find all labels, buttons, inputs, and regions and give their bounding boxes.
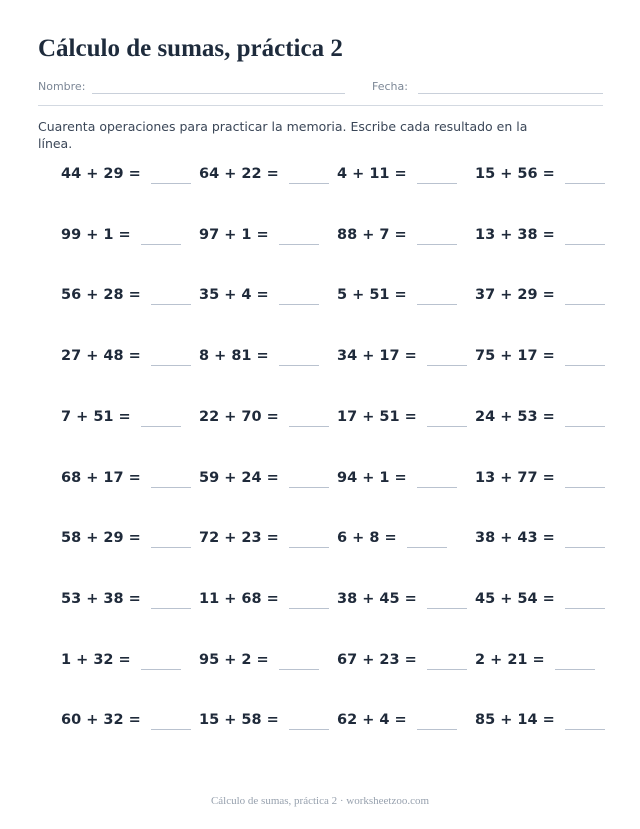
problem-expression: 44 + 29 = [61, 166, 141, 182]
answer-line[interactable] [141, 669, 181, 670]
answer-line[interactable] [427, 426, 467, 427]
problem-expression: 72 + 23 = [199, 530, 279, 547]
problem-expression: 35 + 4 = [199, 287, 269, 304]
problem-item [475, 710, 610, 734]
answer-line[interactable] [151, 608, 191, 609]
problem-expression: 45 + 54 = [475, 590, 555, 607]
problem-expression: 11 + 68 = [199, 590, 279, 607]
problem-expression: 7 + 51 = [61, 408, 131, 425]
problem-expression: 38 + 45 = [337, 590, 417, 607]
answer-line[interactable] [151, 183, 191, 184]
problem-item [475, 285, 610, 309]
answer-line[interactable] [407, 547, 447, 548]
problem-item [61, 285, 196, 309]
answer-line[interactable] [417, 183, 457, 184]
problem-item [337, 346, 472, 370]
problem-item [199, 528, 334, 552]
answer-line[interactable] [565, 426, 605, 427]
answer-line[interactable] [565, 729, 605, 730]
answer-line[interactable] [427, 608, 467, 609]
problem-item [475, 346, 610, 370]
answer-line[interactable] [279, 244, 319, 245]
answer-line[interactable] [151, 487, 191, 488]
problem-item [475, 164, 610, 188]
problem-expression: 22 + 70 = [199, 408, 279, 425]
problem-item [337, 710, 472, 734]
problem-expression: 17 + 51 = [337, 408, 417, 425]
problem-expression: 58 + 29 = [61, 530, 141, 547]
problem-expression: 38 + 43 = [475, 530, 555, 547]
answer-line[interactable] [279, 669, 319, 670]
problem-expression: 60 + 32 = [61, 712, 141, 729]
problem-expression: 62 + 4 = [337, 712, 407, 729]
problem-item [475, 589, 610, 613]
problem-item [199, 710, 334, 734]
problem-item [199, 589, 334, 613]
problem-item [199, 285, 334, 309]
problem-item [199, 164, 334, 188]
problem-item [337, 225, 472, 249]
problem-expression: 15 + 58 = [199, 712, 279, 729]
answer-line[interactable] [565, 487, 605, 488]
problem-expression: 97 + 1 = [199, 226, 269, 243]
answer-line[interactable] [279, 365, 319, 366]
answer-line[interactable] [289, 729, 329, 730]
problem-item [61, 589, 196, 613]
problem-item [199, 650, 334, 674]
problem-expression: 15 + 56 = [475, 166, 555, 182]
problem-expression: 34 + 17 = [337, 348, 417, 365]
problem-expression: 8 + 81 = [199, 348, 269, 365]
problem-expression: 95 + 2 = [199, 651, 269, 668]
name-label: Nombre: [38, 80, 86, 93]
answer-line[interactable] [417, 304, 457, 305]
answer-line[interactable] [279, 304, 319, 305]
problem-item [61, 225, 196, 249]
problem-expression: 99 + 1 = [61, 226, 131, 243]
problem-expression: 67 + 23 = [337, 651, 417, 668]
problem-expression: 4 + 11 = [337, 166, 407, 182]
date-label: Fecha: [372, 80, 408, 93]
problem-expression: 94 + 1 = [337, 469, 407, 486]
answer-line[interactable] [289, 608, 329, 609]
problem-item [475, 468, 610, 492]
answer-line[interactable] [565, 608, 605, 609]
answer-line[interactable] [151, 365, 191, 366]
problem-item [199, 468, 334, 492]
problem-expression: 68 + 17 = [61, 469, 141, 486]
answer-line[interactable] [427, 365, 467, 366]
answer-line[interactable] [565, 244, 605, 245]
problem-item [61, 346, 196, 370]
problem-item [337, 407, 472, 431]
problem-item [61, 164, 196, 188]
answer-line[interactable] [565, 547, 605, 548]
problem-expression: 88 + 7 = [337, 226, 407, 243]
problem-item [61, 468, 196, 492]
problem-expression: 85 + 14 = [475, 712, 555, 729]
problem-item [337, 285, 472, 309]
answer-line[interactable] [565, 304, 605, 305]
answer-line[interactable] [417, 729, 457, 730]
answer-line[interactable] [289, 547, 329, 548]
problem-item [61, 407, 196, 431]
problem-item [61, 528, 196, 552]
answer-line[interactable] [427, 669, 467, 670]
answer-line[interactable] [565, 183, 605, 184]
problem-item [199, 407, 334, 431]
problem-item [337, 650, 472, 674]
problem-expression: 64 + 22 = [199, 166, 279, 182]
problem-item [475, 528, 610, 552]
problem-item [475, 407, 610, 431]
problem-expression: 53 + 38 = [61, 590, 141, 607]
problem-item [337, 528, 472, 552]
answer-line[interactable] [141, 244, 181, 245]
problem-item [337, 589, 472, 613]
problem-item [475, 650, 610, 674]
problem-expression: 24 + 53 = [475, 408, 555, 425]
problem-expression: 27 + 48 = [61, 348, 141, 365]
problem-expression: 2 + 21 = [475, 651, 545, 668]
answer-line[interactable] [417, 244, 457, 245]
answer-line[interactable] [289, 426, 329, 427]
problem-item [337, 164, 472, 188]
page-title: Cálculo de sumas, práctica 2 [38, 35, 343, 62]
problem-expression: 13 + 38 = [475, 226, 555, 243]
answer-line[interactable] [417, 487, 457, 488]
problem-expression: 5 + 51 = [337, 287, 407, 304]
answer-line[interactable] [141, 426, 181, 427]
problem-expression: 56 + 28 = [61, 287, 141, 304]
problem-item [199, 346, 334, 370]
answer-line[interactable] [289, 487, 329, 488]
answer-line[interactable] [151, 547, 191, 548]
instructions: Cuarenta operaciones para practicar la memoria. Escribe cada resultado en la línea. [38, 119, 528, 151]
problem-expression: 6 + 8 = [337, 530, 397, 547]
problem-item [475, 225, 610, 249]
answer-line[interactable] [151, 304, 191, 305]
problem-item [61, 650, 196, 674]
problem-expression: 37 + 29 = [475, 287, 555, 304]
footer: Cálculo de sumas, práctica 2 · worksheetzoo.com [210, 795, 430, 807]
problem-item [199, 225, 334, 249]
problem-item [337, 468, 472, 492]
problem-expression: 75 + 17 = [475, 348, 555, 365]
problem-expression: 1 + 32 = [61, 651, 131, 668]
problem-item [61, 710, 196, 734]
answer-line[interactable] [289, 183, 329, 184]
problem-expression: 59 + 24 = [199, 469, 279, 486]
answer-line[interactable] [151, 729, 191, 730]
problem-expression: 13 + 77 = [475, 469, 555, 486]
answer-line[interactable] [565, 365, 605, 366]
answer-line[interactable] [555, 669, 595, 670]
